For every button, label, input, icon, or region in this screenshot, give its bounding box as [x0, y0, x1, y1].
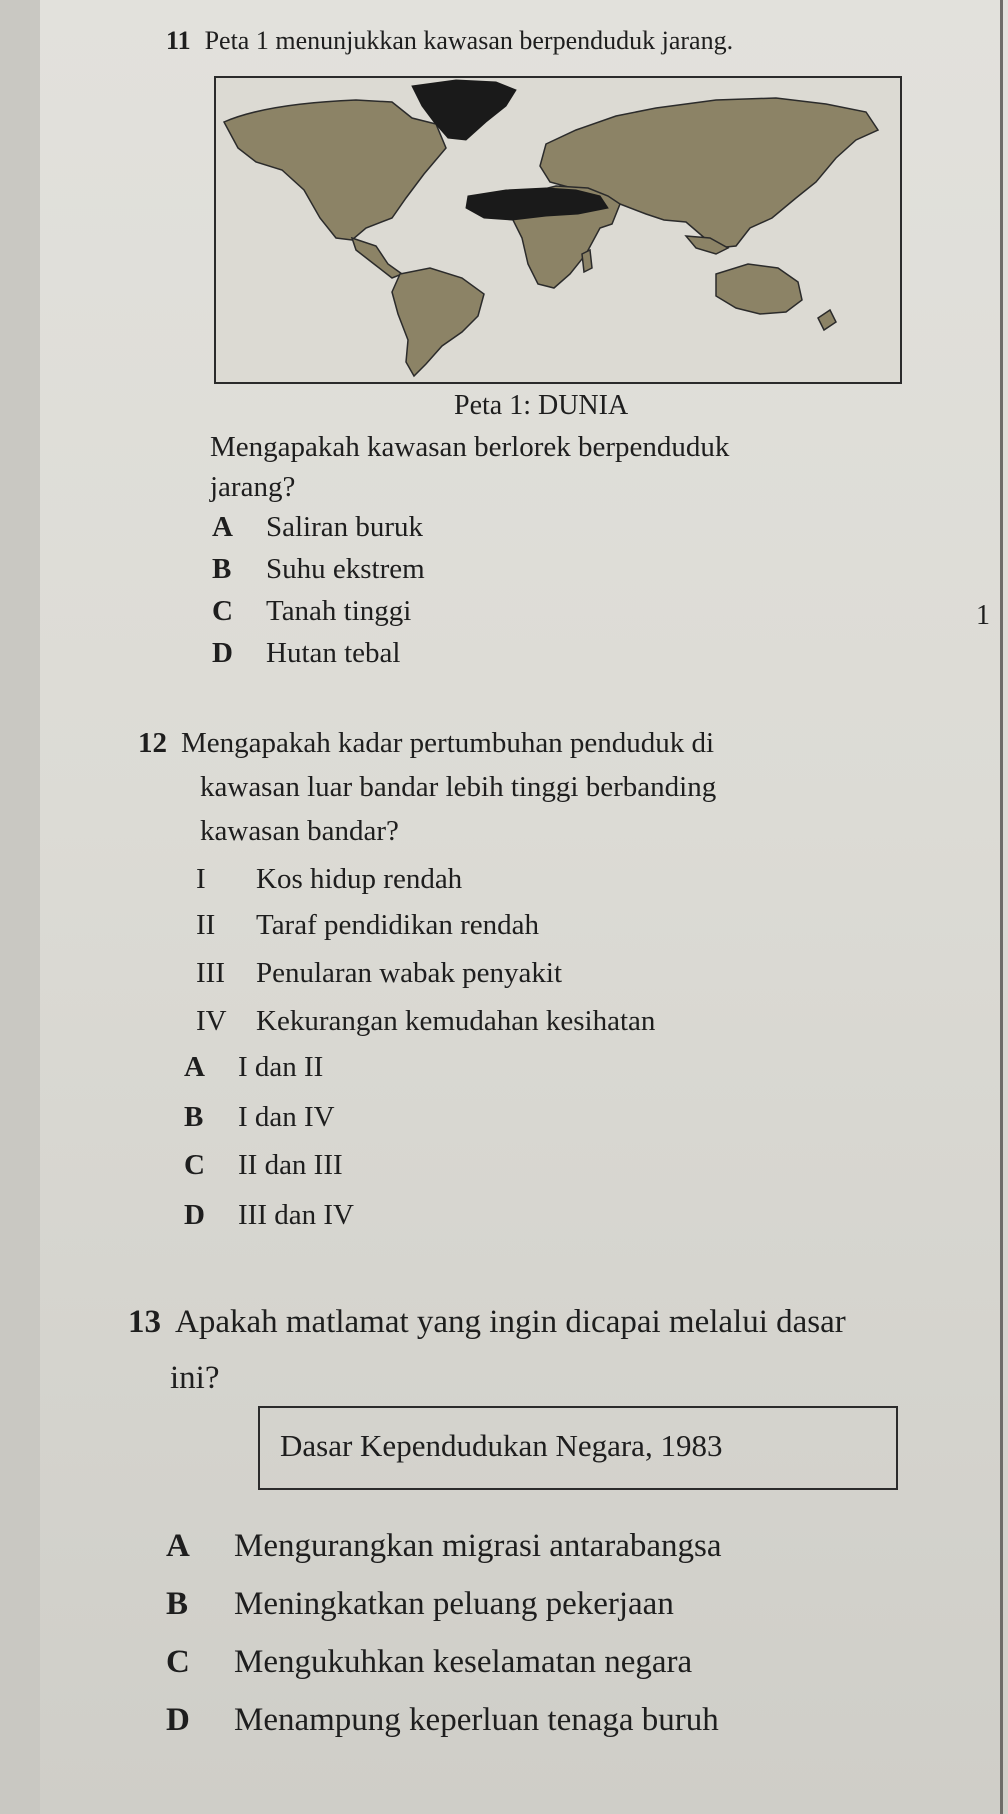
q13-line-2: ini? — [170, 1360, 220, 1396]
q12-statement-2 — [196, 908, 539, 942]
option-text: Meningkatkan peluang pekerjaan — [234, 1586, 674, 1622]
q11-option-b[interactable] — [212, 552, 425, 586]
q13-option-a[interactable] — [166, 1526, 722, 1566]
north-america-landmass — [224, 100, 446, 240]
option-letter: D — [184, 1199, 205, 1231]
q13-option-d[interactable] — [166, 1700, 719, 1740]
option-letter: A — [212, 511, 233, 543]
option-letter: C — [184, 1149, 205, 1181]
q11-option-c[interactable] — [212, 594, 411, 628]
option-letter: C — [212, 595, 233, 627]
q13-option-c[interactable] — [166, 1642, 692, 1682]
option-letter: C — [166, 1644, 190, 1680]
world-map — [214, 76, 902, 384]
q13-line-1 — [128, 1302, 846, 1342]
central-america-landmass — [352, 238, 402, 278]
map-caption: Peta 1: DUNIA — [454, 390, 629, 421]
statement-text: Kos hidup rendah — [256, 863, 463, 895]
statement-numeral: I — [196, 863, 206, 895]
option-letter: B — [166, 1586, 189, 1622]
option-text: Suhu ekstrem — [266, 553, 425, 585]
q11-question-line-1: Mengapakah kawasan berlorek berpenduduk — [210, 431, 730, 463]
option-letter: B — [212, 553, 232, 585]
statement-numeral: IV — [196, 1005, 227, 1037]
q12-option-c[interactable] — [184, 1148, 343, 1182]
policy-box-text: Dasar Kependudukan Negara, 1983 — [280, 1428, 723, 1463]
option-text: I dan II — [238, 1051, 324, 1083]
q12-statement-4 — [196, 1004, 655, 1038]
q12-line-3: kawasan bandar? — [200, 815, 399, 847]
option-text: I dan IV — [238, 1101, 335, 1133]
q12-option-b[interactable] — [184, 1100, 335, 1134]
world-map-svg — [216, 78, 900, 382]
q11-option-a[interactable] — [212, 510, 423, 544]
q12-line-2: kawasan luar bandar lebih tinggi berbanding — [200, 771, 717, 803]
option-text: Tanah tinggi — [266, 595, 412, 627]
column-divider — [1000, 0, 1003, 1814]
q12-option-d[interactable] — [184, 1198, 354, 1232]
south-america-landmass — [392, 268, 484, 376]
q13-line-1-text: Apakah matlamat yang ingin dicapai melalui dasar — [175, 1304, 846, 1340]
statement-text: Taraf pendidikan rendah — [256, 909, 540, 941]
q12-option-a[interactable] — [184, 1050, 323, 1084]
q13-option-b[interactable] — [166, 1584, 674, 1624]
q11-intro-text: Peta 1 menunjukkan kawasan berpenduduk jarang. — [204, 26, 734, 55]
madagascar-landmass — [582, 250, 592, 272]
australia-landmass — [716, 264, 802, 314]
margin-number: 1 — [976, 600, 990, 631]
q12-statement-1 — [196, 862, 462, 896]
q12-line-1 — [138, 722, 714, 765]
policy-box — [258, 1406, 898, 1490]
option-text: II dan III — [238, 1149, 343, 1181]
option-letter: A — [184, 1051, 205, 1083]
q13-number: 13 — [128, 1304, 161, 1340]
q12-number: 12 — [138, 727, 167, 759]
option-text: Hutan tebal — [266, 637, 401, 669]
q11-question-line-2: jarang? — [210, 471, 296, 503]
option-text: Mengukuhkan keselamatan negara — [234, 1644, 693, 1680]
q11-option-d[interactable] — [212, 636, 400, 670]
option-letter: D — [212, 637, 233, 669]
q11-intro — [166, 26, 733, 56]
option-letter: B — [184, 1101, 204, 1133]
new-zealand-landmass — [818, 310, 836, 330]
option-letter: D — [166, 1702, 190, 1738]
option-text: Menampung keperluan tenaga buruh — [234, 1702, 719, 1738]
statement-numeral: III — [196, 957, 225, 989]
option-text: Mengurangkan migrasi antarabangsa — [234, 1528, 722, 1564]
option-text: Saliran buruk — [266, 511, 424, 543]
statement-numeral: II — [196, 909, 216, 941]
q12-statement-3 — [196, 956, 562, 990]
q12-line-1-text: Mengapakah kadar pertumbuhan penduduk di — [181, 727, 715, 759]
statement-text: Penularan wabak penyakit — [256, 957, 563, 989]
statement-text: Kekurangan kemudahan kesihatan — [256, 1005, 656, 1037]
option-letter: A — [166, 1528, 190, 1564]
q11-number: 11 — [166, 26, 191, 55]
option-text: III dan IV — [238, 1199, 354, 1231]
